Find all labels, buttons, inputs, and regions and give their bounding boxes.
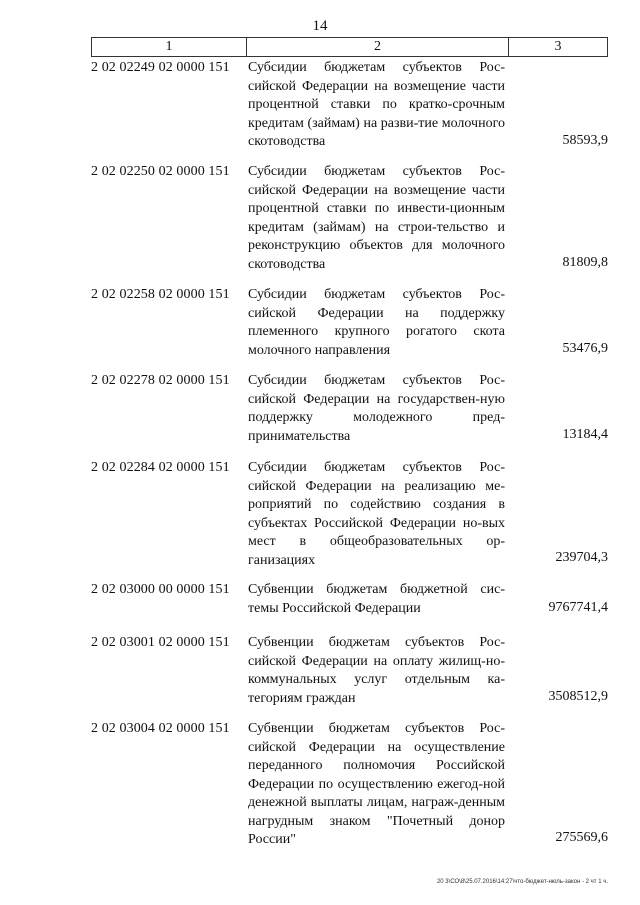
- budget-code: 2 02 02250 02 0000 151: [91, 164, 230, 179]
- row-amount: 81809,8: [562, 255, 608, 270]
- column-header-3: 3: [554, 39, 562, 54]
- column-header-1: 1: [92, 38, 247, 56]
- budget-code: 2 02 02258 02 0000 151: [91, 287, 230, 302]
- row-amount: 13184,4: [562, 427, 608, 442]
- row-description: Субсидии бюджетам субъектов Рос-сийской Федерации на возмещение части процентной ставки по кратко-срочным кредитам (займам) на разви-тие молочного скотоводства: [248, 60, 505, 149]
- row-description: Субсидии бюджетам субъектов Рос-сийской Федерации на реализацию ме-роприятий по содействию создания в субъектах Российской Федерации но-вых мест в общеобразовательных ор-ганизациях: [248, 460, 505, 568]
- row-amount: 9767741,4: [548, 600, 608, 615]
- row-amount: 53476,9: [562, 341, 608, 356]
- budget-code: 2 02 02278 02 0000 151: [91, 373, 230, 388]
- budget-code: 2 02 03000 00 0000 151: [91, 582, 230, 597]
- row-description: Субвенции бюджетам субъектов Рос-сийской Федерации на оплату жилищ-но-коммунальных услуг отдельным ка-тегориям граждан: [248, 635, 505, 706]
- row-amount: 58593,9: [562, 133, 608, 148]
- row-amount: 239704,3: [555, 550, 608, 565]
- column-header-2: 2: [247, 38, 509, 56]
- row-description: Субсидии бюджетам субъектов Рос-сийской Федерации на государствен-ную поддержку молодежного пред-принимательства: [248, 373, 505, 444]
- budget-code: 2 02 02284 02 0000 151: [91, 460, 230, 475]
- row-description: Субвенции бюджетам бюджетной сис-темы Российской Федерации: [248, 582, 505, 616]
- document-footer: 20 3\СО\8\25.07.2016\14:27\что-бюджет-нюль-закон - 2 чт 1 ч.: [436, 879, 608, 885]
- budget-code: 2 02 03001 02 0000 151: [91, 635, 230, 650]
- row-description: Субсидии бюджетам субъектов Рос-сийской Федерации на возмещение части процентной ставки по инвести-ционным кредитам (займам) на строи-тельство и реконструкцию объектов для молочного скотоводства: [248, 164, 505, 272]
- row-amount: 3508512,9: [548, 689, 608, 704]
- column-header-row: [91, 37, 608, 57]
- budget-code: 2 02 03004 02 0000 151: [91, 721, 230, 736]
- budget-code: 2 02 02249 02 0000 151: [91, 60, 230, 75]
- row-amount: 275569,6: [555, 830, 608, 845]
- page-number: 14: [312, 18, 328, 34]
- row-description: Субсидии бюджетам субъектов Рос-сийской Федерации на поддержку племенного крупного рогатого скота молочного направления: [248, 287, 505, 358]
- row-description: Субвенции бюджетам субъектов Рос-сийской Федерации на осуществление переданного полномочия Российской Федерации по осуществлению ежегод-ной денежной выплаты лицам, награж-денным нагрудным знаком "Почетный донор России": [248, 721, 505, 847]
